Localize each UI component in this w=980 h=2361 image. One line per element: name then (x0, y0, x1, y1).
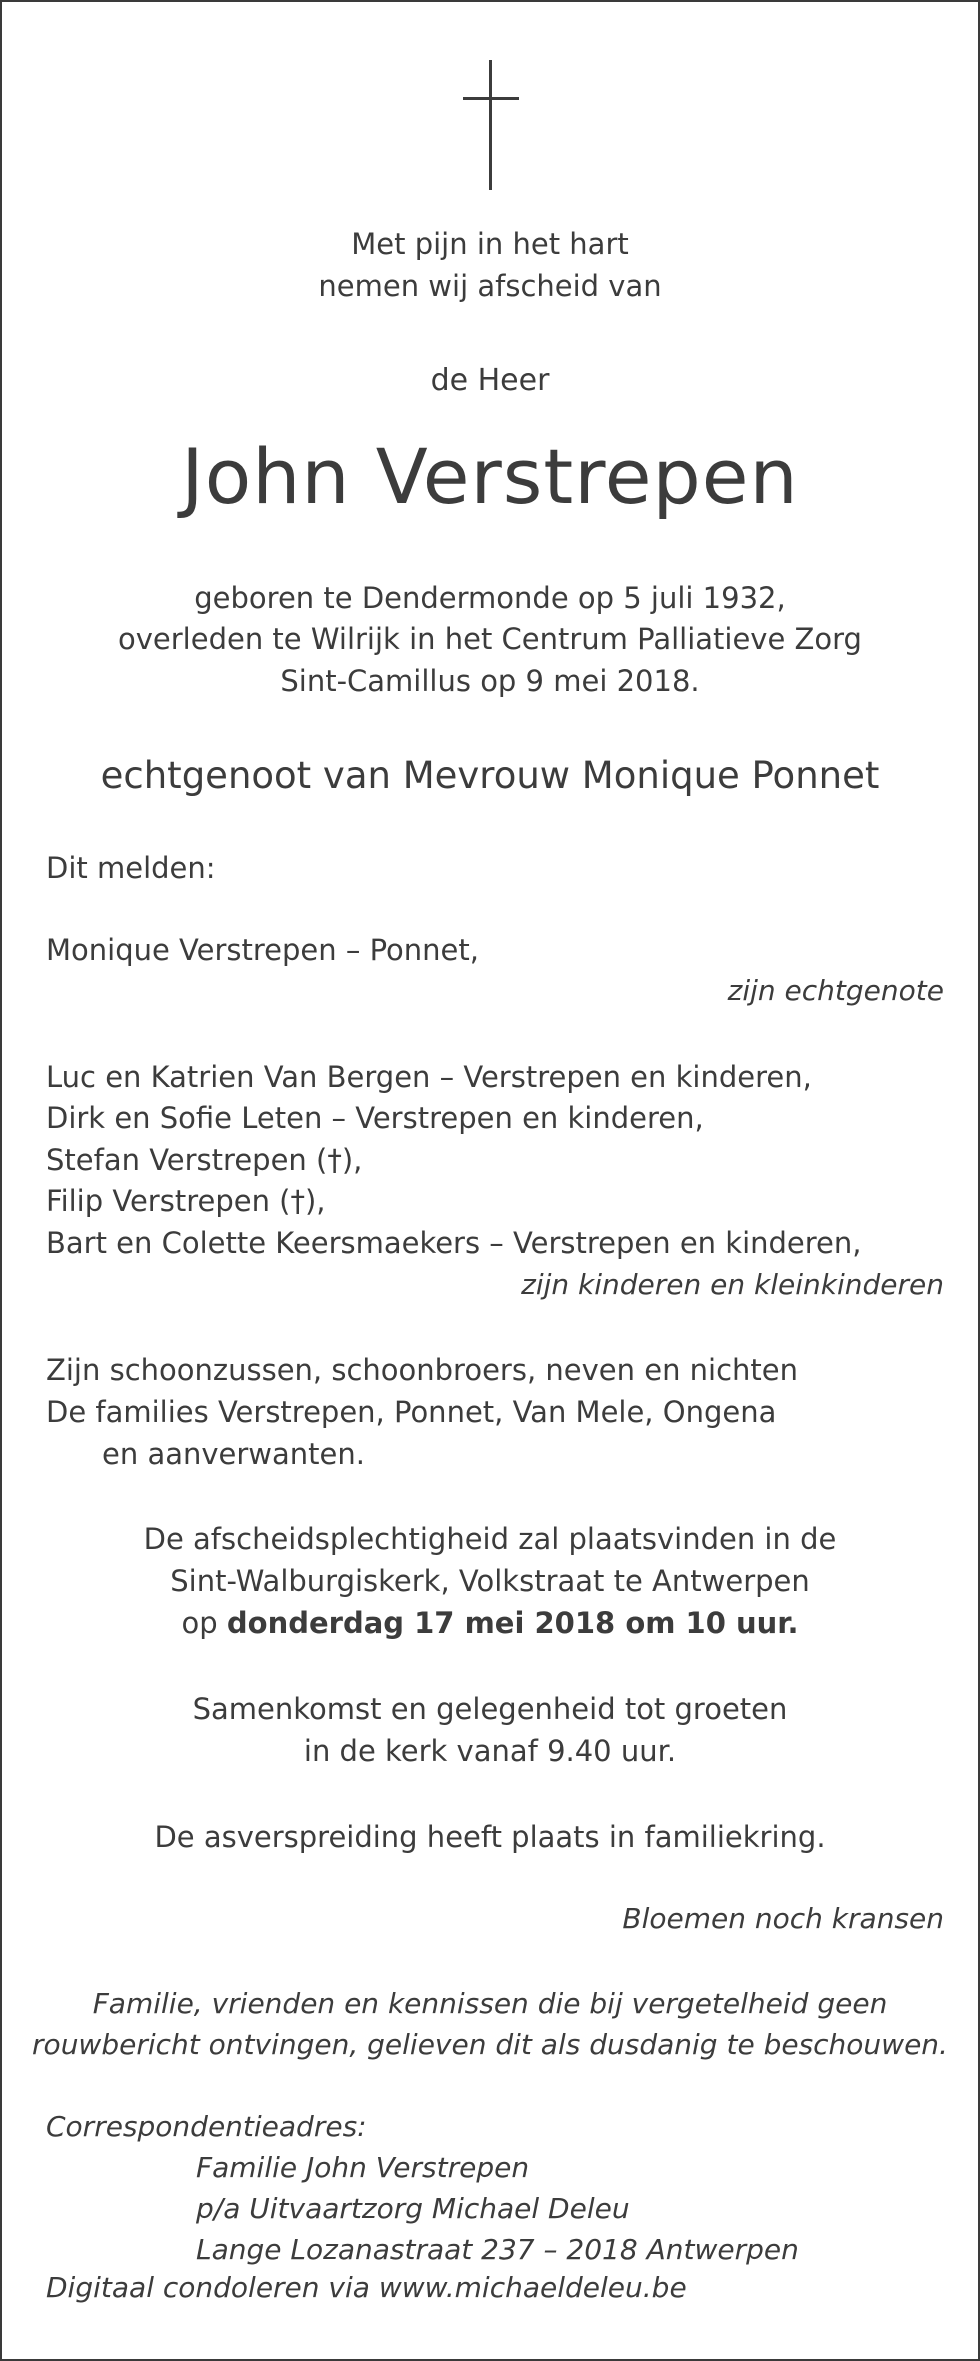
child-line: Dirk en Sofie Leten – Verstrepen en kinderen, (46, 1101, 704, 1135)
child-line: Bart en Colette Keersmaekers – Verstrepen en kinderen, (46, 1226, 862, 1260)
gathering-line-1: Samenkomst en gelegenheid tot groeten (192, 1692, 788, 1726)
family-line-3: en aanverwanten. (102, 1437, 365, 1471)
family-line-1: Zijn schoonzussen, schoonbroers, neven en nichten (46, 1353, 799, 1387)
notice-line-1: Familie, vrienden en kennissen die bij vergetelheid geen (92, 1987, 888, 2020)
death-line: overleden te Wilrijk in het Centrum Palliatieve Zorg (118, 622, 862, 656)
intro-line-2: nemen wij afscheid van (318, 269, 662, 303)
wife-role: zijn echtgenote (727, 974, 944, 1007)
ashes-line: De asverspreiding heeft plaats in familiekring. (154, 1820, 826, 1854)
intro-line-1: Met pijn in het hart (351, 227, 629, 261)
ceremony-line-1: De afscheidsplechtigheid zal plaatsvinden in de (143, 1522, 837, 1556)
death-place-line: Sint-Camillus op 9 mei 2018. (280, 664, 700, 698)
child-line: Stefan Verstrepen (†), (46, 1143, 363, 1177)
ceremony-prefix: op (181, 1606, 227, 1640)
wife-name: Monique Verstrepen – Ponnet, (46, 933, 479, 967)
online-condolence: Digitaal condoleren via www.michaeldeleu.be (46, 2271, 687, 2304)
child-line: Filip Verstrepen (†), (46, 1184, 326, 1218)
ceremony-line-2: Sint-Walburgiskerk, Volkstraat te Antwerpen (170, 1564, 810, 1598)
deceased-name: John Verstrepen (181, 432, 799, 521)
child-line: Luc en Katrien Van Bergen – Verstrepen en kinderen, (46, 1060, 812, 1094)
gathering-line-2: in de kerk vanaf 9.40 uur. (303, 1734, 677, 1768)
correspondence-line-1: Familie John Verstrepen (196, 2151, 530, 2184)
ceremony-line-3 (2, 1602, 978, 1644)
cross-icon (463, 60, 519, 190)
announce-label: Dit melden: (46, 851, 216, 885)
flowers-note: Bloemen noch kransen (622, 1902, 944, 1935)
correspondence-line-3: Lange Lozanastraat 237 – 2018 Antwerpen (196, 2233, 799, 2266)
notice-line-2: rouwbericht ontvingen, gelieven dit als dusdanig te beschouwen. (32, 2028, 948, 2061)
title: de Heer (430, 363, 550, 398)
correspondence-line-2: p/a Uitvaartzorg Michael Deleu (196, 2192, 630, 2225)
family-line-2: De families Verstrepen, Ponnet, Van Mele, Ongena (46, 1395, 777, 1429)
birth-line: geboren te Dendermonde op 5 juli 1932, (194, 581, 786, 615)
children-role: zijn kinderen en kleinkinderen (521, 1268, 944, 1301)
spouse-line: echtgenoot van Mevrouw Monique Ponnet (100, 754, 880, 797)
ceremony-date: donderdag 17 mei 2018 om 10 uur. (226, 1606, 799, 1640)
correspondence-label: Correspondentieadres: (46, 2110, 367, 2143)
